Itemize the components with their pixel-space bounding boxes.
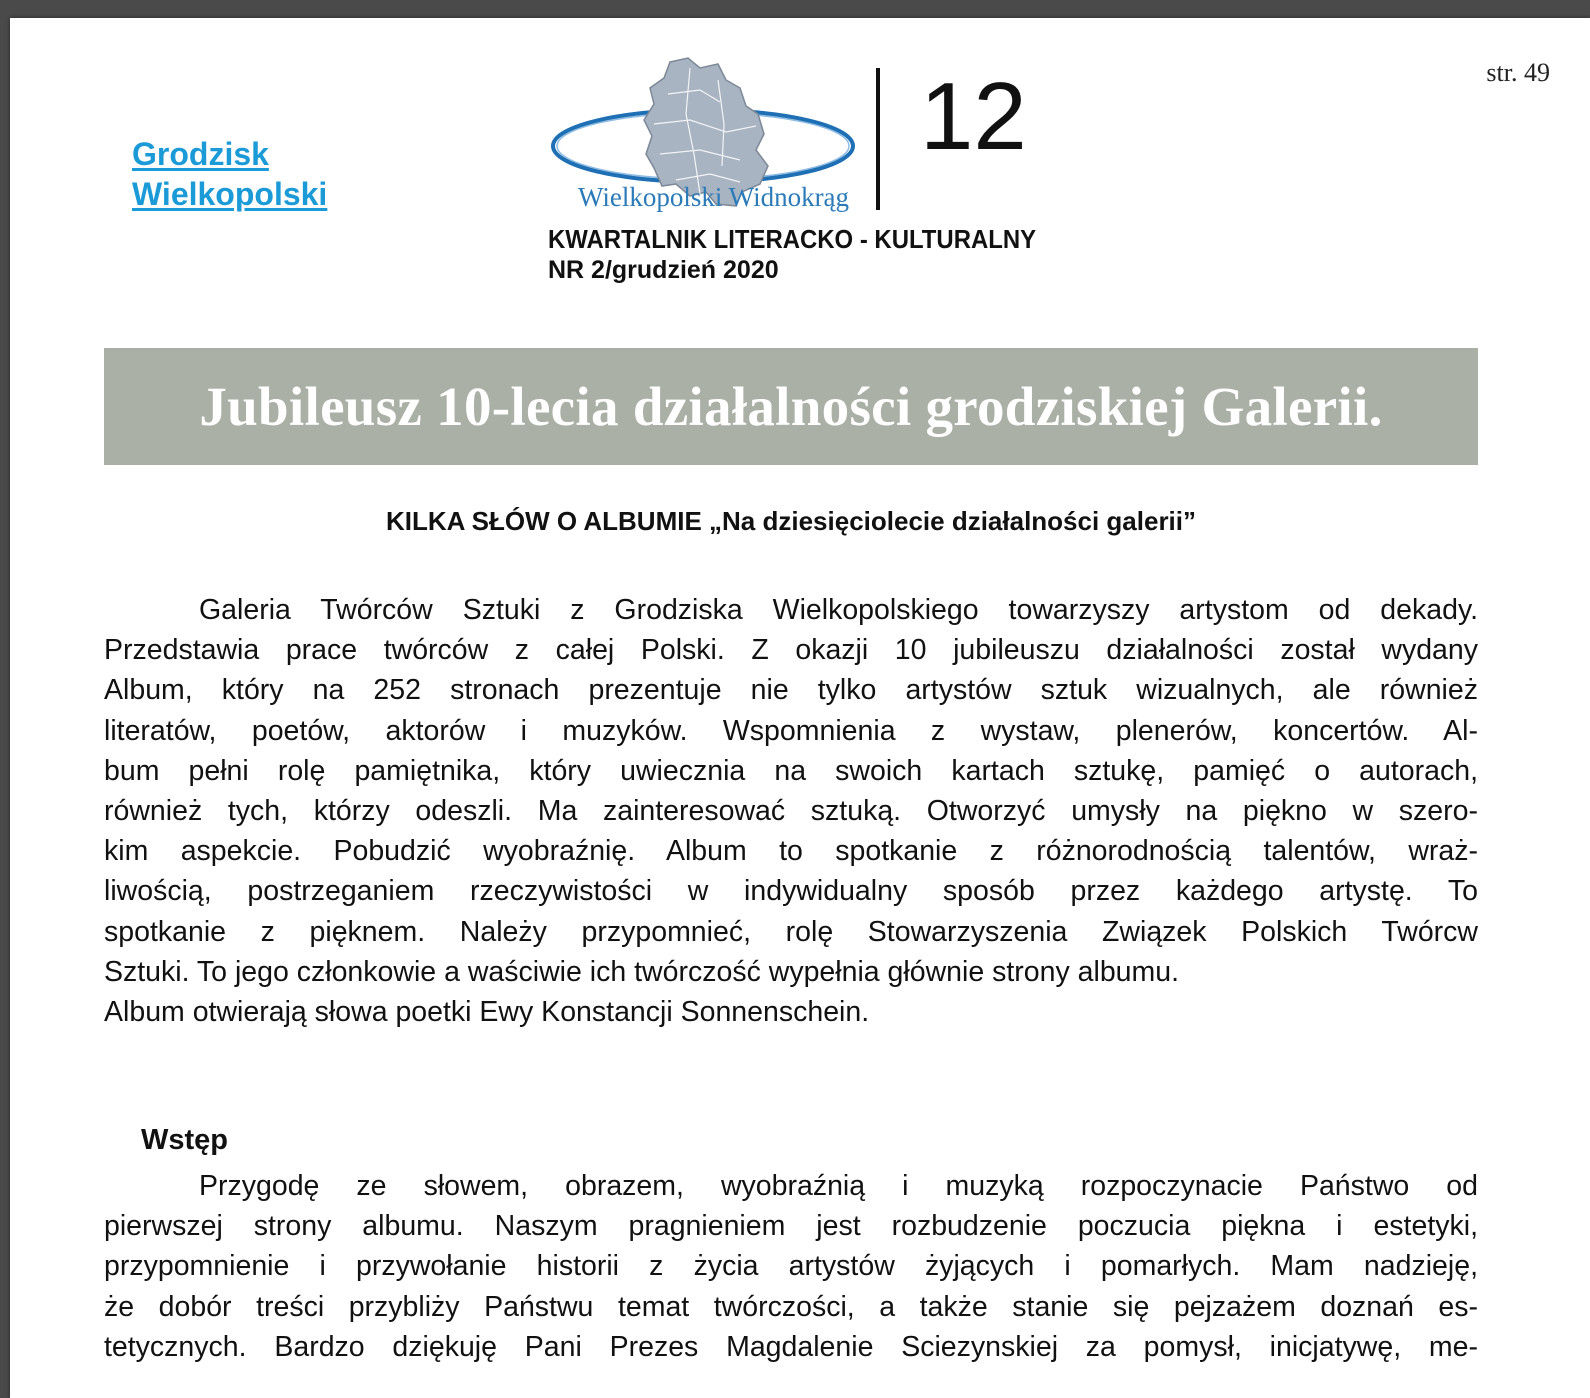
- header-divider: [876, 68, 880, 210]
- location-link[interactable]: [132, 134, 327, 214]
- location-line-1: Grodzisk: [132, 136, 269, 172]
- text-line: liwością, postrzeganiem rzeczywistości w indywidualny sposób przez każdego artystę. To: [104, 875, 1478, 908]
- logo-title: Wielkopolski Widnokrąg: [578, 182, 850, 212]
- text-line: kim aspekcie. Pobudzić wyobraźnię. Album to spotkanie z różnorodnością talentów, wraż-: [104, 835, 1478, 868]
- text-line: spotkanie z pięknem. Należy przypomnieć, rolę Stowarzyszenia Związek Polskich Twórcw: [104, 915, 1478, 948]
- text-line: Galeria Twórców Sztuki z Grodziska Wielkopolskiego towarzyszy artystom od dekady.: [199, 594, 1478, 626]
- paragraph-1: [104, 590, 1478, 1032]
- section-heading: KILKA SŁÓW O ALBUMIE „Na dziesięciolecie działalności galerii”: [385, 506, 1197, 536]
- text-line: pierwszej strony albumu. Naszym pragnieniem jest rozbudzenie poczucia piękna i estetyki,: [104, 1210, 1478, 1243]
- text-line: Przygodę ze słowem, obrazem, wyobraźnią i muzyką rozpoczynacie Państwo od: [199, 1170, 1478, 1202]
- text-line: Album, który na 252 stronach prezentuje nie tylko artystów sztuk wizualnych, ale również: [104, 674, 1478, 707]
- text-line: również tych, którzy odeszli. Ma zainteresować sztuką. Otworzyć umysły na piękno w szero-: [104, 795, 1478, 828]
- location-line-2: Wielkopolski: [132, 176, 328, 212]
- text-line: tetycznych. Bardzo dziękuję Pani Prezes Magdalenie Sciezynskiej za pomysł, inicjatywę, me-: [104, 1330, 1478, 1363]
- magazine-issue: NR 2/grudzień 2020: [548, 256, 779, 284]
- text-line: Album otwierają słowa poetki Ewy Konstancji Sonnenschein.: [104, 996, 870, 1029]
- text-line: że dobór treści przybliży Państwu temat twórczości, a także stanie się pejzażem doznań es-: [104, 1290, 1478, 1323]
- subheading-wstep: Wstęp: [141, 1124, 228, 1156]
- text-line: Sztuki. To jego członkowie a waściwie ich twórczość wypełnia głównie strony albumu.: [104, 955, 1180, 988]
- issue-number: 12: [920, 63, 1027, 170]
- text-line: bum pełni rolę pamiętnika, który uwiecznia na swoich kartach sztukę, pamięć o autorach,: [104, 754, 1478, 787]
- title-banner: [104, 348, 1478, 465]
- text-line: przypomnienie i przywołanie historii z życia artystów żyjących i pomarłych. Mam nadzieję,: [104, 1250, 1478, 1283]
- text-line: literatów, poetów, aktorów i muzyków. Wspomnienia z wystaw, plenerów, koncertów. Al-: [104, 714, 1478, 747]
- article-title: Jubileusz 10-lecia działalności grodziskiej Galerii.: [199, 376, 1383, 437]
- page-number: str. 49: [1486, 58, 1550, 87]
- paragraph-2: [104, 1166, 1478, 1367]
- text-line: Przedstawia prace twórców z całej Polski. Z okazji 10 jubileuszu działalności został wydany: [104, 634, 1478, 667]
- magazine-subtitle: KWARTALNIK LITERACKO - KULTURALNY: [548, 224, 1037, 254]
- document-page: [10, 18, 1590, 1398]
